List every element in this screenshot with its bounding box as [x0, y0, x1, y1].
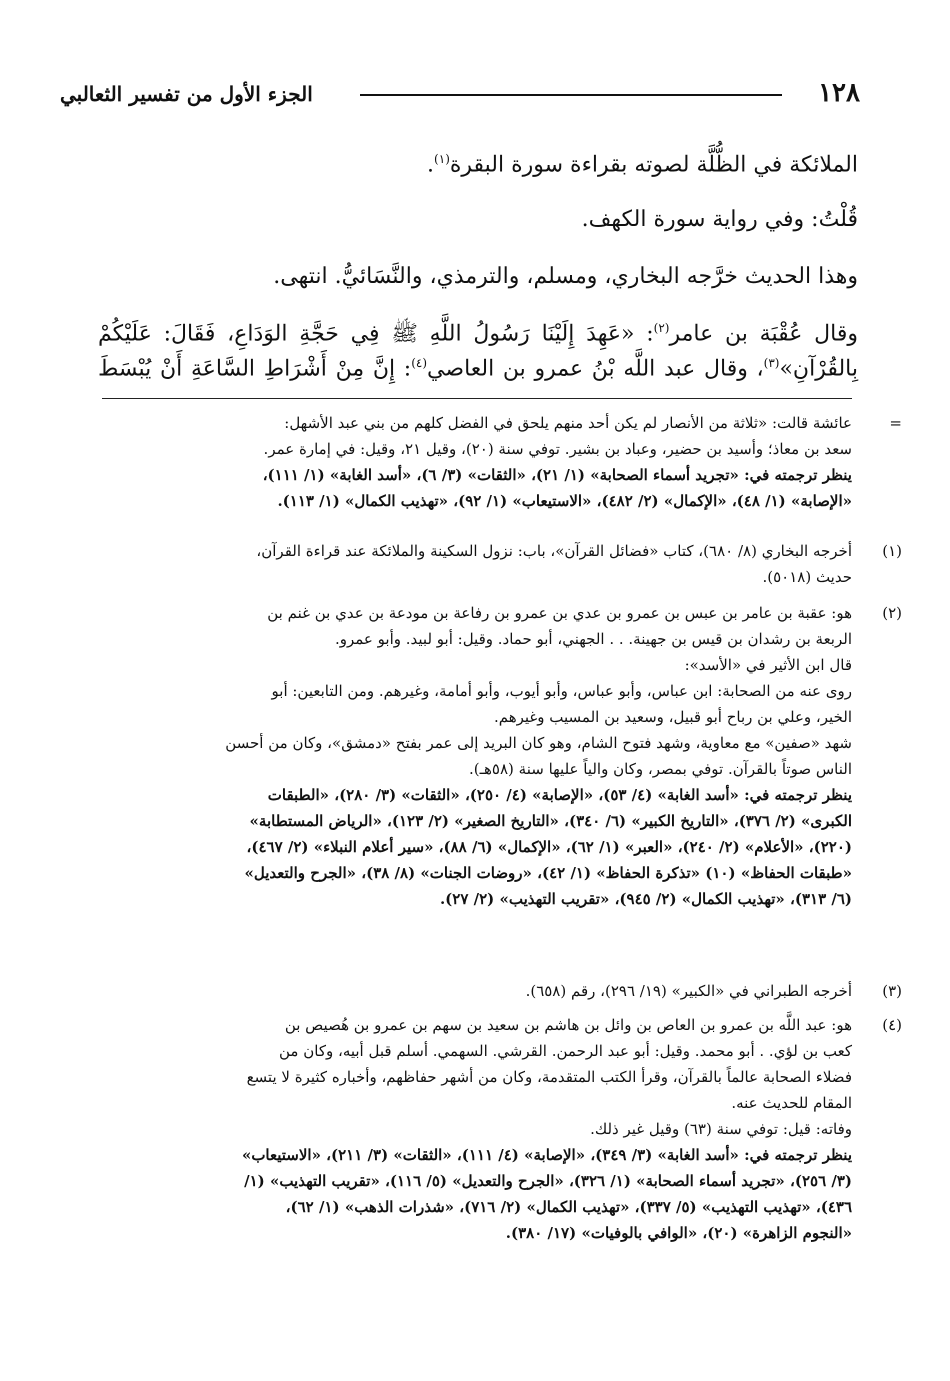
footnote-divider — [102, 398, 852, 399]
main-text: : «عَهِدَ إِلَيْنَا رَسُولُ اللَّهِ ﷺ فِي حَجَّةِ الوَدَاعِ، فَقَالَ: عَلَيْكُمْ — [98, 321, 654, 347]
footnote-number: (١) — [882, 542, 902, 560]
footnote-line: هو: عقبة بن عامر بن عبس بن عمرو بن عدي بن عمرو بن رفاعة بن مودعة بن عدي بن غنم بن — [267, 604, 852, 622]
main-text: بِالقُرْآنِ» — [779, 356, 858, 382]
footnote-line: أخرجه البخاري (٨/ ٦٨٠)، كتاب «فضائل القرآن»، باب: نزول السكينة والملائكة عند قراءة القرآن، — [256, 542, 852, 560]
footnote-ref: (٣) — [763, 356, 780, 370]
footnote-2 — [102, 600, 902, 912]
header-rule — [360, 94, 782, 96]
footnote-line: عائشة قالت: «ثلاثة من الأنصار لم يكن أحد منهم يلحق في الفضل كلهم من بني عبد الأشهل: — [284, 414, 852, 432]
main-line-4 — [98, 313, 858, 349]
footnote-number: (٤) — [882, 1016, 902, 1034]
continuation-mark: = — [889, 414, 902, 432]
main-line-5 — [98, 348, 858, 384]
footnote-line: فضلاء الصحابة عالماً بالقرآن، وقرأ الكتب المتقدمة، وكان من أشهر حفاظهم، وأخباره كثيرة لا يتسع — [246, 1068, 852, 1086]
footnote-4 — [102, 1012, 902, 1246]
footnote-continuation — [102, 410, 902, 514]
footnote-line: «الإصابة» (١/ ٤٨)، «الإكمال» (٢/ ٤٨٢)، «الاستيعاب» (١/ ٩٢)، «تهذيب الكمال» (١/ ١١٣). — [277, 492, 852, 510]
footnote-line: الخير، وعلي بن رباح أبو قبيل، وسعيد بن المسيب وغيرهم. — [493, 708, 852, 726]
main-text: وقال عُقْبَة بن عامر — [669, 321, 858, 347]
footnote-1 — [102, 538, 902, 590]
main-text: وهذا الحديث خرَّجه البخاري، ومسلم، والترمذي، والنَّسَائيُّ. انتهى. — [273, 264, 858, 289]
footnote-line: الكبرى» (٢/ ٣٧٦)، «التاريخ الكبير» (٦/ ٣٤٠)، «التاريخ الصغير» (٢/ ١٢٣)، «الرياض المستطابة» — [249, 812, 852, 830]
footnote-line: حديث (٥٠١٨). — [762, 568, 852, 586]
footnote-ref: (٤) — [411, 356, 428, 370]
footnote-line: ينظر ترجمته في: «تجريد أسماء الصحابة» (١/ ٢١)، «الثقات» (٣/ ٦)، «أسد الغابة» (١/ ١١١)، — [262, 466, 852, 484]
footnote-line: «طبقات الحفاظ» (١٠) «تذكرة الحفاظ» (١/ ٤٢)، «روضات الجنات» (٨/ ٣٨)، «الجرح والتعديل» — [244, 864, 852, 882]
footnote-line: (٣/ ٢٥٦)، «تجريد أسماء الصحابة» (١/ ٣٢٦)، «الجرح والتعديل» (٥/ ١١٦)، «تقريب التهذيب» (١/ — [244, 1172, 852, 1190]
page-number: ١٢٨ — [818, 78, 860, 108]
footnote-line: شهد «صفين» مع معاوية، وشهد فتوح الشام، وهو كان البريد إلى عمر بفتح «دمشق»، وكان من أحسن — [225, 734, 852, 752]
footnote-line: روى عنه من الصحابة: ابن عباس، وأبو عباس، وأبو أيوب، وأبو أمامة، وغيرهم. ومن التابعين: أبو — [271, 682, 852, 700]
page-header — [60, 78, 860, 118]
main-text: ، وقال عبد اللَّه بْنُ عمرو بن العاصي — [427, 356, 764, 382]
footnote-ref: (١) — [434, 152, 450, 166]
footnote-3 — [102, 978, 902, 1004]
running-title: الجزء الأول من تفسير الثعالبي — [60, 82, 313, 106]
main-text: الملائكة في الظُّلَّة لصوته بقراءة سورة البقرة — [449, 152, 858, 178]
footnote-line: ٤٣٦)، «تهذيب التهذيب» (٥/ ٣٣٧)، «تهذيب الكمال» (٢/ ٧١٦)، «شذرات الذهب» (١/ ٦٢)، — [285, 1198, 852, 1216]
footnote-line: الربعة بن رشدان بن قيس بن جهينة. . . الجهني، أبو حماد. وقيل: أبو لبيد. وأبو عمرو. — [334, 630, 852, 648]
main-line-2 — [98, 205, 858, 235]
footnote-line: (٦/ ٣١٣)، «تهذيب الكمال» (٢/ ٩٤٥)، «تقريب التهذيب» (٢/ ٢٧). — [439, 890, 852, 908]
footnote-line: وفاته: قيل: توفي سنة (٦٣) وقيل غير ذلك. — [590, 1120, 852, 1138]
main-line-1: الملائكة في الظُّلَّة لصوته بقراءة سورة البقرة$^{(١)}$. — [427, 152, 858, 178]
footnote-line: ينظر ترجمته في: «أسد الغابة» (٣/ ٣٤٩)، «الإصابة» (٤/ ١١١)، «الثقات» (٣/ ٢١١)، «الاستيعاب» — [241, 1146, 852, 1164]
main-text: قُلْتُ: وفي رواية سورة الكهف. — [581, 207, 858, 232]
footnote-line: الناس صوتاً بالقرآن. توفي بمصر، وكان والياً عليها سنة (٥٨هـ). — [468, 760, 852, 778]
footnote-number: (٣) — [882, 982, 902, 1000]
footnote-line: (٢٢٠)، «الأعلام» (٢/ ٢٤٠)، «العبر» (١/ ٦٢)، «الإكمال» (٦/ ٨٨)، «سير أعلام النبلاء» (٢/ ٤٦٧)، — [246, 838, 852, 856]
footnote-line: قال ابن الأثير في «الأسد»: — [684, 656, 852, 674]
footnote-line: المقام للحديث عنه. — [731, 1094, 852, 1112]
footnote-number: (٢) — [882, 604, 902, 622]
main-text: : إِنَّ مِنْ أَشْرَاطِ السَّاعَةِ أَنْ يُبْسَطَ — [98, 356, 412, 382]
footnote-line: سعد بن معاذ؛ وأسيد بن حضير، وعباد بن بشير. توفي سنة (٢٠)، وقيل ٢١، وقيل: في إمارة عمر. — [263, 440, 852, 458]
footnote-line: هو: عبد اللَّه بن عمرو بن العاص بن وائل بن هاشم بن سعيد بن سهم بن عمرو بن هُصيص بن — [284, 1016, 852, 1034]
footnote-line: «النجوم الزاهرة» (٢٠)، «الوافي بالوفيات» (١٧/ ٣٨٠). — [505, 1224, 852, 1242]
main-line-3 — [98, 262, 858, 292]
footnote-line: أخرجه الطبراني في «الكبير» (١٩/ ٢٩٦)، رقم (٦٥٨). — [525, 982, 852, 1000]
footnote-ref: (٢) — [653, 321, 670, 335]
footnote-line: ينظر ترجمته في: «أسد الغابة» (٤/ ٥٣)، «الإصابة» (٤/ ٢٥٠)، «الثقات» (٣/ ٢٨٠)، «الطبقات — [267, 786, 852, 804]
footnote-line: كعب بن لؤي. . أبو محمد. وقيل: أبو عبد الرحمن. القرشي. السهمي. أسلم قبل أبيه، وكان من — [279, 1042, 852, 1060]
